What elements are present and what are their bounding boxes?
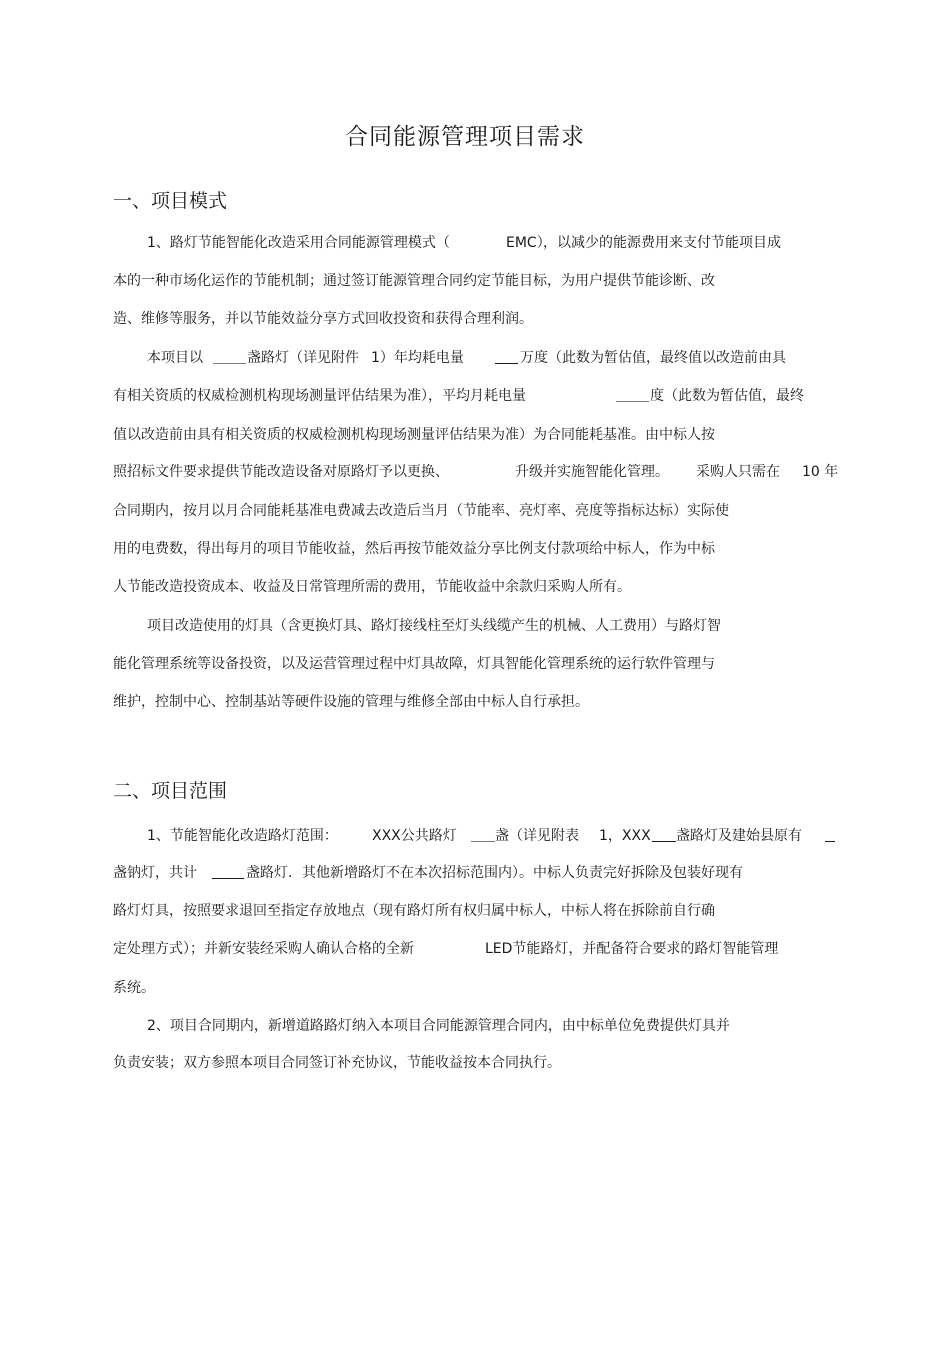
text-segment: 盏钠灯，共计: [113, 865, 197, 881]
blank-underline: [212, 864, 244, 879]
blank-underline: [213, 349, 246, 364]
blank-underline: [616, 387, 649, 402]
paragraph-line: 值以改造前由具有相关资质的权威检测机构现场测量评估结果为准）为合同能耗基准。由中标人按: [113, 427, 715, 443]
paragraph-line: 2、项目合同期内，新增道路路灯纳入本项目合同能源管理合同内，由中标单位免费提供灯具并: [147, 1018, 730, 1034]
text-segment: 有相关资质的权威检测机构现场测量评估结果为准），平均月耗电量: [113, 388, 526, 404]
paragraph-line: 系统。: [113, 980, 155, 996]
blank-underline: [652, 827, 676, 842]
text-segment: 度（此数为暂估值，最终: [650, 388, 804, 404]
text-segment: 1、路灯节能智能化改造采用合同能源管理模式（: [147, 235, 450, 251]
text-segment: 定处理方式）；并新安装经采购人确认合格的全新: [113, 941, 414, 957]
text-segment: 1）年均耗电量: [371, 350, 464, 366]
text-segment: 盏路灯（详见附件: [247, 350, 359, 366]
section-heading-mode: 一、项目模式: [113, 190, 228, 212]
paragraph-line: 能化管理系统等设备投资，以及运营管理过程中灯具故障，灯具智能化管理系统的运行软件管理与: [113, 656, 715, 672]
paragraph-line: 路灯灯具，按照要求退回至指定存放地点（现有路灯所有权归属中标人，中标人将在拆除前自行确: [113, 903, 715, 919]
paragraph-line: 用的电费数，得出每月的项目节能收益，然后再按节能效益分享比例支付款项给中标人，作为中标: [113, 541, 715, 557]
text-segment: EMC）: [506, 235, 551, 251]
paragraph-line: 人节能改造投资成本、收益及日常管理所需的费用，节能收益中余款归采购人所有。: [113, 579, 631, 595]
text-segment: 升级并实施智能化管理。: [515, 464, 669, 480]
text-segment: 本项目以: [147, 350, 203, 366]
text-segment: 照招标文件要求提供节能改造设备对原路灯予以更换、: [113, 464, 449, 480]
text-segment: XXX公共路灯: [372, 828, 457, 844]
text-segment: 1，XXX: [599, 828, 651, 844]
text-segment: LED节能路灯，并配备符合要求的路灯智能管理: [485, 941, 779, 957]
document-title: 合同能源管理项目需求: [345, 124, 585, 150]
paragraph-line: 负责安装；双方参照本项目合同签订补充协议，节能收益按本合同执行。: [113, 1055, 561, 1071]
blank-underline: [495, 349, 518, 364]
blank-underline: [471, 827, 495, 842]
text-segment: 万度（此数为暂估值，最终值以改造前由具: [520, 350, 786, 366]
paragraph-line: 项目改造使用的灯具（含更换灯具、路灯接线柱至灯头线缆产生的机械、人工费用）与路灯智: [147, 618, 721, 634]
text-segment: ，以减少的能源费用来支付节能项目成: [543, 235, 781, 251]
text-segment: 1、节能智能化改造路灯范围：: [147, 828, 338, 844]
text-segment: 盏（详见附表: [495, 828, 579, 844]
text-segment: 盏路灯．其他新增路灯不在本次招标范围内）。中标人负责完好拆除及包装好现有: [246, 865, 743, 881]
blank-underline: [825, 827, 835, 842]
text-segment: 采购人只需在: [696, 464, 780, 480]
paragraph-line: 合同期内，按月以月合同能耗基准电费减去改造后当月（节能率、亮灯率、亮度等指标达标）实际使: [113, 503, 729, 519]
paragraph-line: 本的一种市场化运作的节能机制；通过签订能源管理合同约定节能目标，为用户提供节能诊断、改: [113, 273, 715, 289]
paragraph-line: 造、维修等服务，并以节能效益分享方式回收投资和获得合理利润。: [113, 311, 533, 327]
text-segment: 10 年: [802, 464, 839, 480]
paragraph-line: 维护，控制中心、控制基站等硬件设施的管理与维修全部由中标人自行承担。: [113, 694, 589, 710]
section-heading-scope: 二、项目范围: [113, 780, 228, 802]
text-segment: 盏路灯及建始县原有: [676, 828, 802, 844]
